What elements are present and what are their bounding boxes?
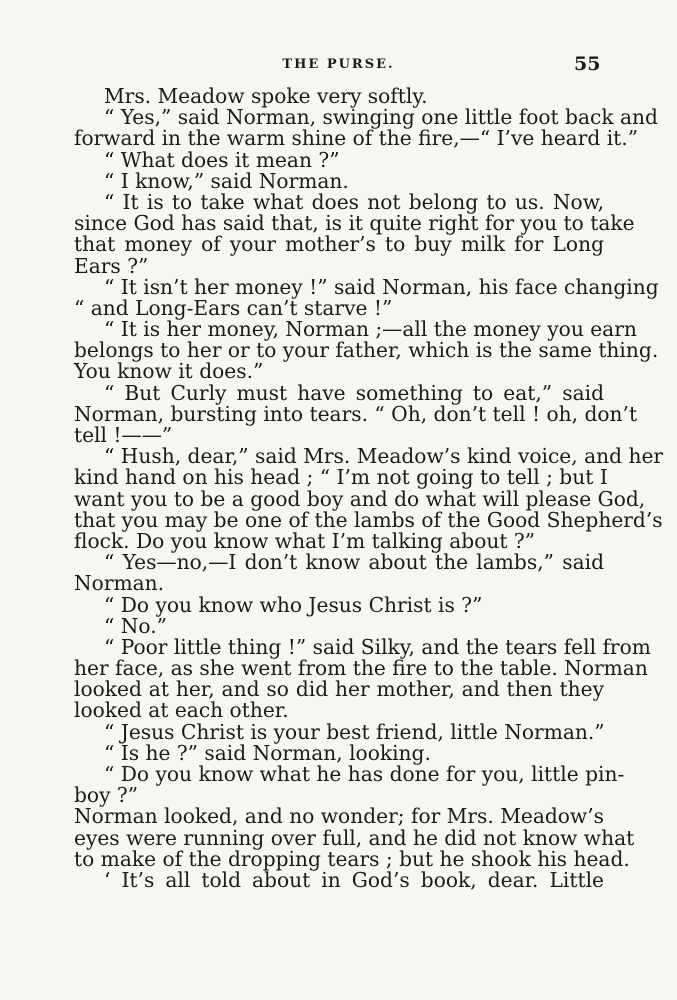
- text-line: Norman.: [74, 571, 165, 596]
- text-line: looked at each other.: [74, 698, 289, 723]
- text-line: that money of your mother’s to buy milk for Long: [74, 232, 604, 257]
- text-line: tell !——”: [74, 423, 173, 447]
- text-line: Norman, bursting into tears. “ Oh, don’t tell ! oh, don’t: [74, 401, 638, 426]
- text-line: “ No.”: [104, 613, 167, 638]
- text-line: You know it does.”: [74, 359, 264, 384]
- text-line: eyes were running over full, and he did not know what: [74, 825, 635, 850]
- text-line: that you may be one of the lambs of the Good Shepherd’s: [74, 507, 663, 532]
- text-line: Norman looked, and no wonder; for Mrs. Meadow’s: [74, 804, 604, 829]
- text-line: “ Hush, dear,” said Mrs. Meadow’s kind voice, and her: [104, 444, 664, 469]
- text-line: looked at her, and so did her mother, and then they: [74, 677, 604, 702]
- text-line: “ Yes,” said Norman, swinging one little foot back and: [104, 105, 658, 130]
- text-line: Mrs. Meadow spoke very softly.: [104, 84, 428, 108]
- text-line: her face, as she went from the fire to the table. Norman: [74, 656, 648, 681]
- text-line: “ It isn’t her money !” said Norman, his face changing: [104, 274, 659, 299]
- text-line: kind hand on his head ; “ I’m not going to tell ; but I: [74, 465, 608, 490]
- text-line: “ Jesus Christ is your best friend, little Norman.”: [104, 719, 605, 744]
- text-line: “ Poor little thing !” said Silky, and the tears fell from: [104, 634, 651, 659]
- running-header: THE PURSE.: [282, 57, 395, 72]
- text-line: belongs to her or to your father, which is the same thing.: [74, 338, 659, 363]
- text-line: boy ?”: [74, 783, 139, 808]
- body-text: [74, 84, 664, 892]
- text-line: “ Do you know who Jesus Christ is ?”: [104, 592, 483, 617]
- text-line: “ Yes—no,—I don’t know about the lambs,” said: [104, 550, 604, 575]
- text-line: “ Is he ?” said Norman, looking.: [104, 740, 431, 765]
- text-line: forward in the warm shine of the fire,—“ I’ve heard it.”: [74, 126, 639, 151]
- text-line: since God has said that, is it quite right for you to take: [74, 211, 635, 236]
- text-line: “ But Curly must have something to eat,” said: [104, 380, 604, 405]
- text-line: “ Do you know what he has done for you, little pin-: [104, 762, 625, 786]
- text-line: ‘ It’s all told about in God’s book, dear. Little: [104, 867, 604, 892]
- text-line: “ I know,” said Norman.: [104, 168, 349, 193]
- text-line: flock. Do you know what I’m talking about ?”: [74, 528, 536, 553]
- text-line: “ It is to take what does not belong to us. Now,: [104, 189, 604, 214]
- text-line: to make of the dropping tears ; but he shook his head.: [74, 846, 630, 871]
- text-line: “ What does it mean ?”: [104, 147, 340, 172]
- text-line: Ears ?”: [74, 253, 149, 278]
- text-line: want you to be a good boy and do what will please God,: [74, 486, 646, 511]
- page-number: 55: [574, 53, 601, 75]
- text-line: “ It is her money, Norman ;—all the money you earn: [104, 317, 637, 342]
- text-line: “ and Long-Ears can’t starve !”: [74, 295, 393, 320]
